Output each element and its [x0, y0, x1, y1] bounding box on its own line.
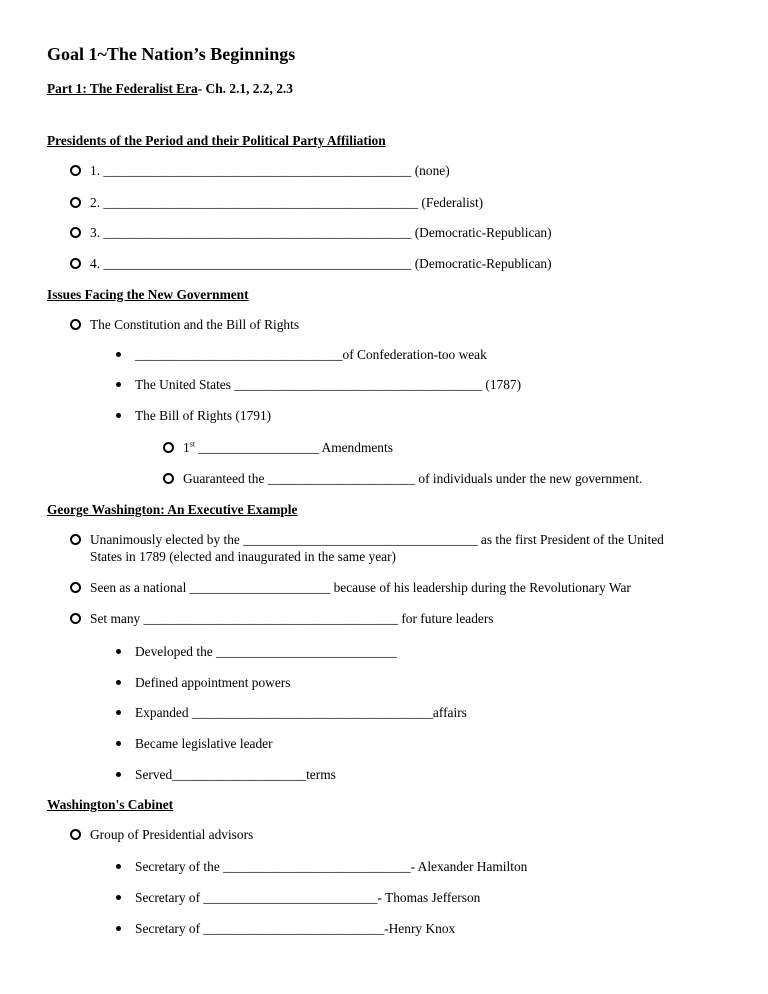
filled-bullet-icon — [116, 382, 121, 387]
hollow-bullet-icon — [70, 829, 81, 840]
guaranteed-item: Guaranteed the ______________________ of individuals under the new government. — [183, 471, 643, 486]
president-item: 1. ______________________________________________ (none) — [90, 163, 450, 178]
filled-bullet-icon — [116, 413, 121, 418]
amendments-text: __________________ Amendments — [195, 440, 393, 455]
presidents-heading: Presidents of the Period and their Political Party Affiliation — [47, 133, 386, 148]
filled-bullet-icon — [116, 352, 121, 357]
issue-subitem: The Bill of Rights (1791) — [135, 408, 272, 423]
cabinet-subitem: Secretary of __________________________- Thomas Jefferson — [135, 890, 481, 905]
washington-item: Seen as a national _____________________ because of his leadership during the Revolutionary War — [90, 580, 631, 595]
amendments-item — [183, 440, 393, 456]
amendments-ordinal: st — [189, 439, 196, 449]
hollow-bullet-icon — [70, 319, 81, 330]
president-item: 2. _______________________________________________ (Federalist) — [90, 195, 484, 210]
cabinet-item: Group of Presidential advisors — [90, 827, 254, 842]
precedent-subitem: Defined appointment powers — [135, 675, 291, 690]
filled-bullet-icon — [116, 926, 121, 931]
issue-subitem: _______________________________of Confederation-too weak — [135, 347, 487, 362]
precedent-subitem: Became legislative leader — [135, 736, 273, 751]
washington-item-continued: States in 1789 (elected and inaugurated in the same year) — [90, 549, 397, 564]
cabinet-heading: Washington's Cabinet — [47, 797, 174, 812]
issue-subitem: The United States _____________________________________ (1787) — [135, 377, 522, 392]
cabinet-subitem: Secretary of the ____________________________- Alexander Hamilton — [135, 859, 528, 874]
hollow-bullet-icon — [163, 442, 174, 453]
hollow-bullet-icon — [70, 258, 81, 269]
part-heading-chapters: - Ch. 2.1, 2.2, 2.3 — [197, 81, 293, 96]
washington-heading: George Washington: An Executive Example — [47, 502, 298, 517]
cabinet-subitem: Secretary of ___________________________-Henry Knox — [135, 921, 456, 936]
filled-bullet-icon — [116, 772, 121, 777]
president-item: 4. ______________________________________________ (Democratic-Republican) — [90, 256, 552, 271]
part-heading-underlined: Part 1: The Federalist Era — [47, 81, 198, 96]
precedent-subitem: Developed the ___________________________ — [135, 644, 397, 659]
washington-item: Unanimously elected by the ___________________________________ as the first President of the United — [90, 532, 664, 547]
president-item: 3. ______________________________________________ (Democratic-Republican) — [90, 225, 552, 240]
filled-bullet-icon — [116, 710, 121, 715]
hollow-bullet-icon — [70, 582, 81, 593]
hollow-bullet-icon — [70, 165, 81, 176]
hollow-bullet-icon — [70, 534, 81, 545]
precedent-subitem: Served____________________terms — [135, 767, 336, 782]
filled-bullet-icon — [116, 864, 121, 869]
amendments-number: 1 — [183, 440, 190, 455]
washington-item: Set many ______________________________________ for future leaders — [90, 611, 494, 626]
precedent-subitem: Expanded ____________________________________affairs — [135, 705, 467, 720]
hollow-bullet-icon — [70, 197, 81, 208]
issue-item: The Constitution and the Bill of Rights — [90, 317, 300, 332]
filled-bullet-icon — [116, 895, 121, 900]
part-heading — [47, 81, 293, 97]
issues-heading: Issues Facing the New Government — [47, 287, 249, 302]
hollow-bullet-icon — [163, 473, 174, 484]
hollow-bullet-icon — [70, 227, 81, 238]
hollow-bullet-icon — [70, 613, 81, 624]
filled-bullet-icon — [116, 680, 121, 685]
filled-bullet-icon — [116, 741, 121, 746]
filled-bullet-icon — [116, 649, 121, 654]
page-title: Goal 1~The Nation’s Beginnings — [47, 44, 296, 64]
